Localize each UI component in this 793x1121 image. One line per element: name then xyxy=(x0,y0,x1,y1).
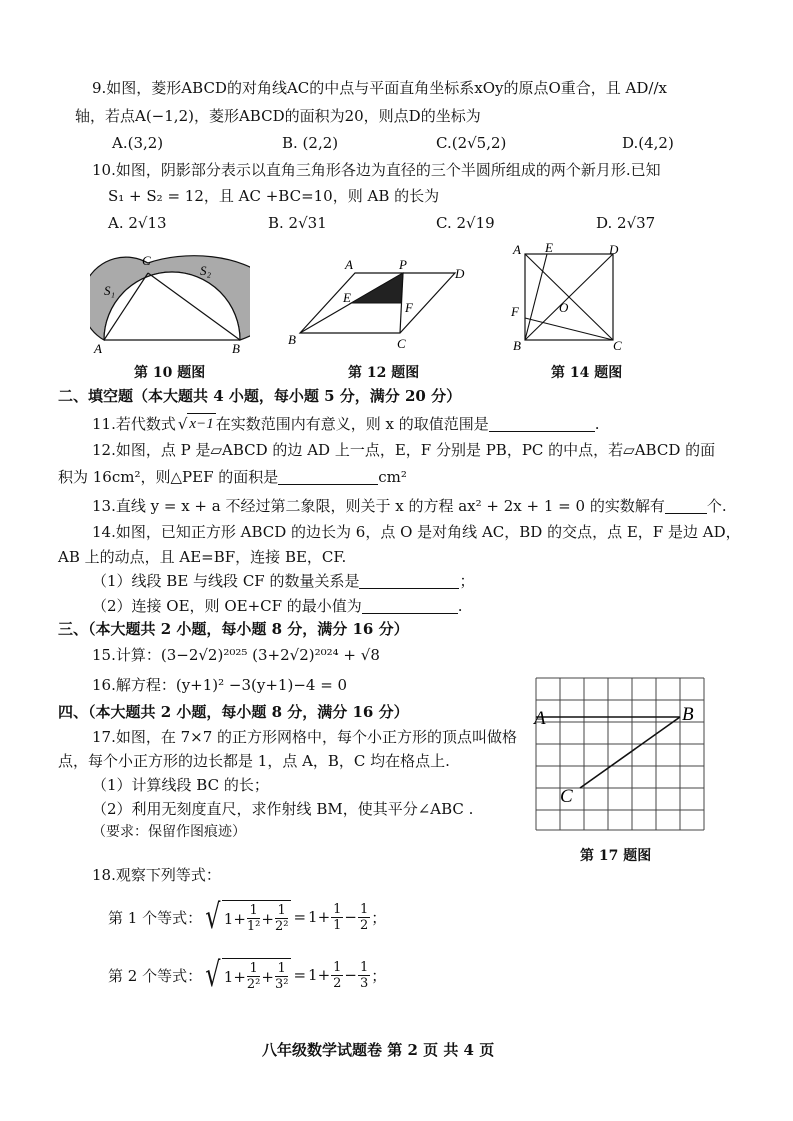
fig17-label-a: A xyxy=(534,708,546,729)
fig12-label-d: D xyxy=(455,266,465,281)
q17-requirement: （要求：保留作图痕迹） xyxy=(92,824,246,840)
figure-10-caption: 第 10 题图 xyxy=(134,365,206,381)
q13-end: 个. xyxy=(706,497,727,515)
eq2-frac1 xyxy=(247,961,260,992)
q14-sub1 xyxy=(92,571,475,591)
q12-unit: cm² xyxy=(378,468,407,486)
eq2-one: 1 xyxy=(223,967,234,986)
q13 xyxy=(92,496,727,516)
fig10-label-s1: S₁ xyxy=(104,283,116,298)
q17-sub1: （1）计算线段 BC 的长； xyxy=(92,776,269,794)
fig14-label-o: O xyxy=(559,300,569,315)
figure-10-semicircles xyxy=(90,245,250,355)
eq2-frac1-den: 2² xyxy=(246,977,261,992)
eq1-rhs-frac1-den: 1 xyxy=(333,917,342,933)
fig14-label-e: E xyxy=(545,240,553,255)
fig12-label-b: B xyxy=(288,332,296,347)
eq2-rhs-frac1-den: 2 xyxy=(333,975,342,991)
eq1-frac1-num: 1 xyxy=(247,903,260,919)
eq2-frac2-num: 1 xyxy=(275,961,288,977)
figure-14-caption: 第 14 题图 xyxy=(551,365,623,381)
fig10-label-b: B xyxy=(232,341,240,355)
q9-option-b: B. (2,2) xyxy=(282,134,339,152)
q10-line2: S₁ + S₂ = 12，且 AC +BC=10，则 AB 的长为 xyxy=(108,187,440,205)
q14-sub1-blank[interactable] xyxy=(359,572,459,589)
q16: 16.解方程：(y+1)² −3(y+1)−4 = 0 xyxy=(92,676,348,694)
fig12-label-f: F xyxy=(405,300,413,315)
eq1-rhs-minus: − xyxy=(344,908,357,926)
eq2-rhs-frac2-den: 3 xyxy=(360,975,369,991)
q11-answer-blank[interactable] xyxy=(489,415,595,432)
figure-14-square xyxy=(505,240,630,352)
q17-line2: 点，每个小正方形的边长都是 1，点 A，B，C 均在格点上. xyxy=(58,752,450,770)
eq1-frac2-num: 1 xyxy=(275,903,288,919)
q15: 15.计算：(3−2√2)²⁰²⁵ (3+2√2)²⁰²⁴ + √8 xyxy=(92,646,380,664)
q10-option-d: D. 2√37 xyxy=(596,214,656,232)
figure-12-parallelogram xyxy=(285,258,470,350)
eq2-rhs-frac2 xyxy=(358,960,370,991)
section-2-title: 二、填空题（本大题共 4 小题，每小题 5 分，满分 20 分） xyxy=(58,387,462,405)
q9-option-a: A.(3,2) xyxy=(112,134,164,152)
eq1-rhs-plus: + xyxy=(317,908,331,926)
q11-end: . xyxy=(594,414,600,433)
q17-line1: 17.如图，在 7×7 的正方形网格中，每个小正方形的顶点叫做格 xyxy=(92,728,518,746)
q10-option-b: B. 2√31 xyxy=(268,214,327,232)
q9-option-d: D.(4,2) xyxy=(622,134,674,152)
figure-17-grid xyxy=(530,674,720,834)
fig14-label-d: D xyxy=(609,242,619,257)
fig12-label-c: C xyxy=(397,336,406,350)
page-footer: 八年级数学试题卷 第 2 页 共 4 页 xyxy=(262,1041,495,1059)
figure-12-caption: 第 12 题图 xyxy=(348,365,420,381)
eq1-rhs-frac1-num: 1 xyxy=(333,901,342,917)
eq1-rhs-frac2-num: 1 xyxy=(360,901,369,917)
eq1-equals: = xyxy=(293,908,307,926)
q12-line2-prefix: 积为 16cm²，则△PEF 的面积是 xyxy=(58,468,279,486)
grid-lines xyxy=(536,678,704,830)
eq2-equals: = xyxy=(293,966,307,984)
eq1-frac2-den: 2² xyxy=(274,919,289,934)
eq1-frac1 xyxy=(247,903,260,934)
eq2-semicolon: ； xyxy=(371,966,387,985)
eq1-rhs-one: 1 xyxy=(308,908,318,926)
q12-answer-blank[interactable] xyxy=(278,468,378,485)
eq2-rhs-frac1 xyxy=(331,960,343,991)
fig10-label-s2: S₂ xyxy=(200,263,212,278)
fig12-label-p: P xyxy=(399,258,407,272)
q10-line1: 10.如图，阴影部分表示以直角三角形各边为直径的三个半圆所组成的两个新月形.已知 xyxy=(92,161,661,179)
eq2-frac2-den: 3² xyxy=(274,977,289,992)
eq2-plus-a: + xyxy=(233,967,246,986)
q14-line2: AB 上的动点，且 AE=BF，连接 BE，CF. xyxy=(58,548,347,566)
fig14-label-c: C xyxy=(613,338,622,352)
q10-option-a: A. 2√13 xyxy=(108,214,167,232)
eq1-plus-a: + xyxy=(233,909,246,928)
eq2-label: 第 2 个等式： xyxy=(108,966,203,985)
eq2-plus-b: + xyxy=(261,967,274,986)
eq2-rhs-minus: − xyxy=(344,966,357,984)
section-3-title: 三、（本大题共 2 小题，每小题 8 分，满分 16 分） xyxy=(58,620,409,638)
eq2-rhs-one: 1 xyxy=(308,966,318,984)
q14-sub1-end: ； xyxy=(459,572,475,590)
fig14-label-f: F xyxy=(511,304,519,319)
eq2-rhs-frac2-num: 1 xyxy=(360,959,369,975)
q9-line2: 轴，若点A(−1,2)，菱形ABCD的面积为20，则点D的坐标为 xyxy=(75,107,481,125)
q12-line2 xyxy=(58,467,407,487)
eq1-plus-b: + xyxy=(261,909,274,928)
q18-eq1 xyxy=(108,897,387,937)
fig10-label-a: A xyxy=(94,341,102,355)
fig17-label-b: B xyxy=(682,704,694,725)
fig12-label-a: A xyxy=(345,258,353,272)
fig10-label-c: C xyxy=(142,253,151,268)
q14-sub1-text: （1）线段 BE 与线段 CF 的数量关系是 xyxy=(92,572,360,590)
eq1-frac1-den: 1² xyxy=(246,919,261,934)
eq2-frac2 xyxy=(275,961,288,992)
eq2-rhs-plus: + xyxy=(317,966,331,984)
q14-sub2 xyxy=(92,596,463,616)
section-4-title: 四、（本大题共 2 小题，每小题 8 分，满分 16 分） xyxy=(58,703,409,721)
q14-sub2-end: . xyxy=(457,597,463,615)
eq2-frac1-num: 1 xyxy=(247,961,260,977)
q17-sub2: （2）利用无刻度直尺，求作射线 BM，使其平分∠ABC . xyxy=(92,800,474,818)
fig14-label-b: B xyxy=(513,338,521,352)
q12-line1: 12.如图，点 P 是▱ABCD 的边 AD 上一点，E，F 分别是 PB，PC 的中点，若▱ABCD 的面 xyxy=(92,441,716,459)
q11-radicand: x−1 xyxy=(187,413,215,434)
eq1-rhs-frac2-den: 2 xyxy=(360,917,369,933)
fig14-label-a: A xyxy=(513,242,521,257)
q9-line1: 9.如图，菱形ABCD的对角线AC的中点与平面直角坐标系xOy的原点O重合，且 AD//x xyxy=(92,79,667,97)
q10-option-c: C. 2√19 xyxy=(436,214,495,232)
eq1-one: 1 xyxy=(223,909,234,928)
eq2-rhs-frac1-num: 1 xyxy=(333,959,342,975)
eq2-radical: √ 1 + $\frac{1}{\text{2²}}$ + $\frac{1}{\text{3²}}$ xyxy=(202,958,291,992)
q18-intro: 18.观察下列等式： xyxy=(92,866,221,884)
q9-option-c: C.(2√5,2) xyxy=(436,134,507,152)
q14-sub2-text: （2）连接 OE，则 OE+CF 的最小值为 xyxy=(92,597,362,615)
eq1-rhs-frac2 xyxy=(358,902,370,933)
eq1-label: 第 1 个等式： xyxy=(108,908,203,927)
q13-answer-blank[interactable] xyxy=(665,497,707,514)
eq1-radical: √ 1 + $\frac{1}{\text{1²}}$ + $\frac{1}{\text{2²}}$ xyxy=(202,900,291,934)
q14-line1: 14.如图，已知正方形 ABCD 的边长为 6，点 O 是对角线 AC，BD 的交点，点 E，F 是边 AD， xyxy=(92,523,741,541)
q13-text: 13.直线 y = x + a 不经过第二象限，则关于 x 的方程 ax² + 2x + 1 = 0 的实数解有 xyxy=(92,497,665,515)
q14-sub2-blank[interactable] xyxy=(362,597,458,614)
eq1-semicolon: ； xyxy=(371,908,387,927)
q11-prefix: 11.若代数式 xyxy=(92,414,176,433)
q11: 11.若代数式 √ x−1 在实数范围内有意义，则 x 的取值范围是 . xyxy=(92,414,600,433)
q18-eq2 xyxy=(108,955,387,995)
eq1-frac2 xyxy=(275,903,288,934)
eq1-rhs-frac1 xyxy=(331,902,343,933)
q11-suffix: 在实数范围内有意义，则 x 的取值范围是 xyxy=(215,414,489,433)
fig17-label-c: C xyxy=(560,786,573,807)
figure-17-caption: 第 17 题图 xyxy=(580,848,652,864)
fig12-label-e: E xyxy=(343,290,351,305)
